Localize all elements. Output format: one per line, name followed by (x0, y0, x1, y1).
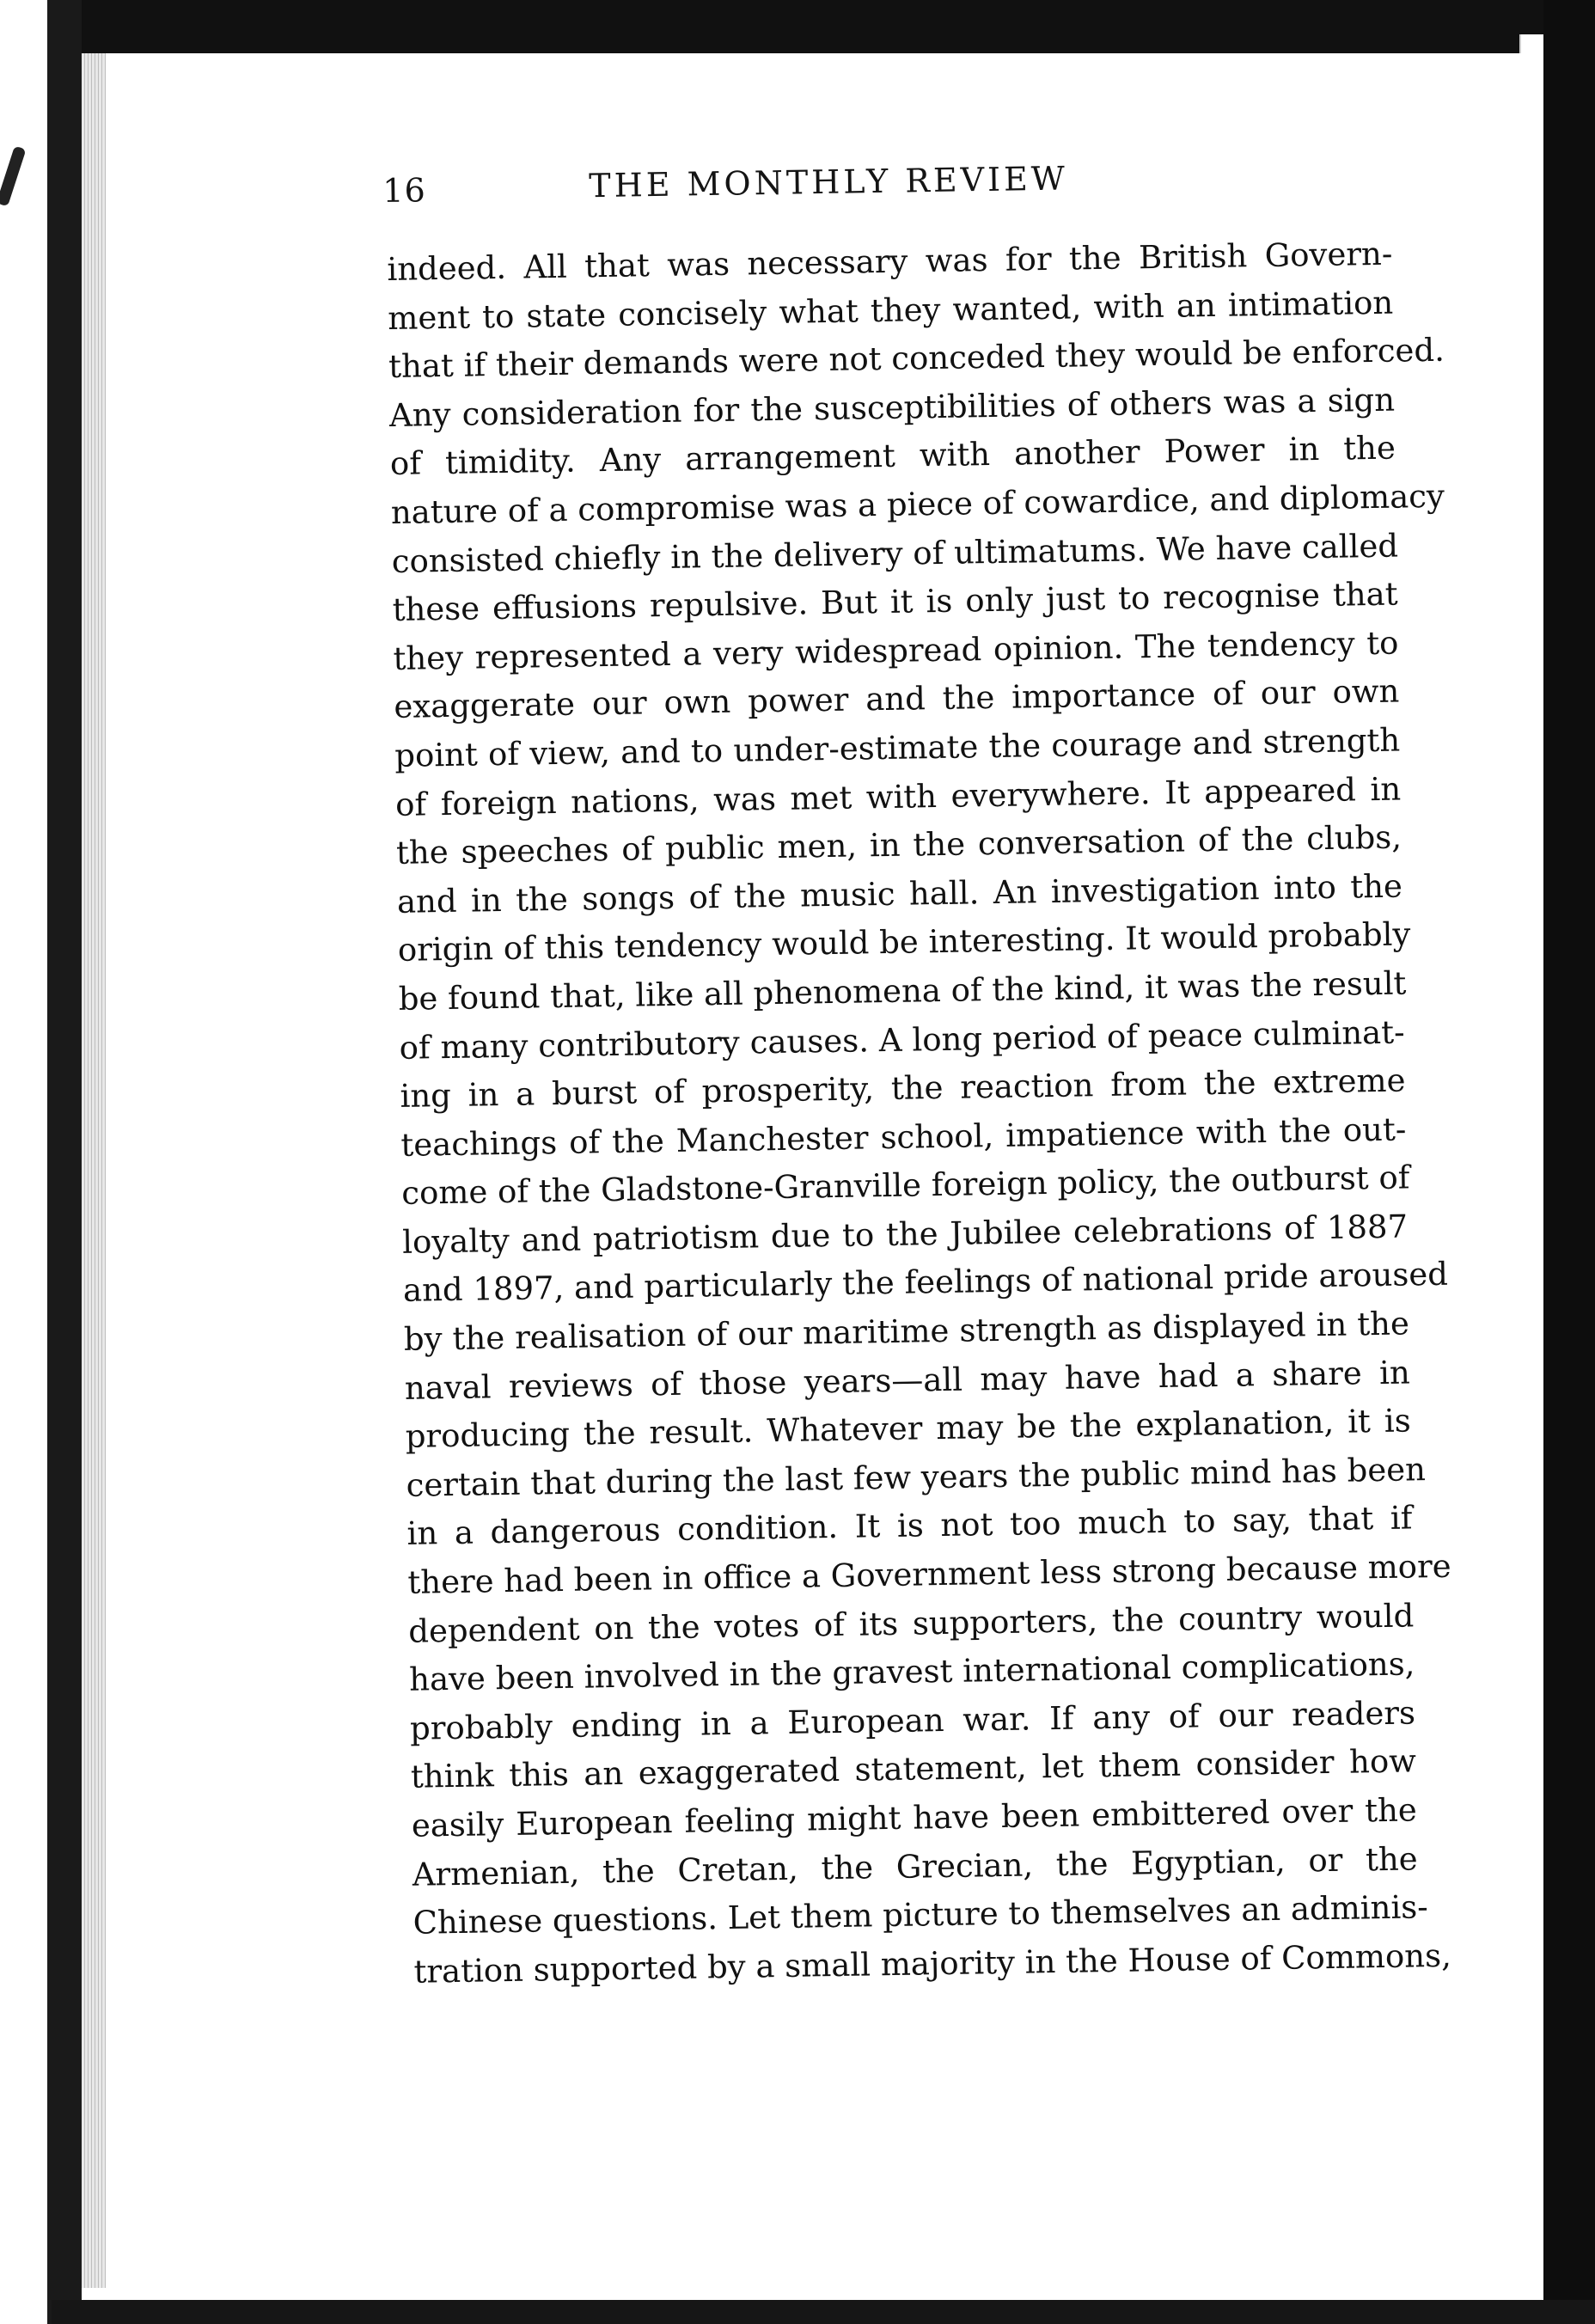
running-title: THE MONTHLY REVIEW (588, 159, 1069, 205)
text-line: be found that, like all phenomena of the kind, it was the result (398, 964, 1407, 1018)
text-line: Armenian, the Cretan, the Grecian, the Egyptian, or the (412, 1839, 1418, 1893)
text-line: point of view, and to under-estimate the courage and strength (394, 721, 1401, 774)
text-line: exaggerate our own power and the importance of our own (394, 672, 1400, 726)
text-line: ing in a burst of prosperity, the reaction from the extreme (400, 1061, 1406, 1115)
body-text (387, 229, 1452, 1997)
text-line: and 1897, and particularly the feelings of national pride aroused (402, 1256, 1449, 1310)
text-line: tration supported by a small majority in the House of Commons, (413, 1936, 1452, 1991)
text-line: ment to state concisely what they wanted, with an intimation (387, 284, 1394, 337)
text-line: Chinese questions. Let them picture to themselves an adminis- (412, 1888, 1429, 1942)
text-line: that if their demands were not conceded they would be enforced. (388, 331, 1445, 386)
scanner-edge-left (47, 0, 82, 2324)
margin-mark (0, 146, 26, 207)
text-line: probably ending in a European war. If any of our readers (409, 1694, 1416, 1747)
text-line: dependent on the votes of its supporters, the country would (407, 1597, 1415, 1650)
page-number: 16 (382, 171, 427, 210)
text-line: think this an exaggerated statement, let them consider how (410, 1742, 1417, 1796)
text-line: origin of this tendency would be interesting. It would probably (397, 915, 1411, 969)
text-line: these effusions repulsive. But it is only just to recognise that (392, 575, 1398, 629)
text-line: by the realisation of our maritime strength as displayed in the (403, 1305, 1410, 1358)
text-line: of many contributory causes. A long period of peace culminat- (399, 1013, 1405, 1067)
page-stack-edges (82, 53, 106, 2288)
text-line: and in the songs of the music hall. An investigation into the (396, 867, 1403, 920)
text-line: teachings of the Manchester school, impatience with the out- (400, 1110, 1407, 1164)
text-line: come of the Gladstone-Granville foreign policy, the outburst of (400, 1159, 1410, 1213)
text-line: naval reviews of those years—all may have had a share in (404, 1354, 1411, 1407)
text-line: certain that during the last few years the public mind has been (406, 1451, 1427, 1504)
facing-page-edge (1519, 34, 1543, 2295)
text-line: in a dangerous condition. It is not too much to say, that if (406, 1499, 1413, 1553)
text-line: of foreign nations, was met with everywhere. It appeared in (394, 770, 1402, 823)
text-line: producing the result. Whatever may be the explanation, it is (405, 1402, 1411, 1456)
text-line: have been involved in the gravest international complications, (408, 1645, 1415, 1699)
text-line: Any consideration for the susceptibilities of others was a sign (388, 381, 1396, 434)
text-line: indeed. All that was necessary was for the British Govern- (387, 235, 1393, 288)
scanner-edge-bottom (52, 2300, 1595, 2324)
text-line: loyalty and patriotism due to the Jubilee celebrations of 1887 (401, 1208, 1409, 1261)
text-line: nature of a compromise was a piece of cowardice, and diplomacy (390, 477, 1445, 531)
scanner-edge-right (1543, 0, 1595, 2324)
text-line: there had been in office a Government less strong because more (407, 1547, 1451, 1601)
text-line: of timidity. Any arrangement with another Power in the (389, 429, 1396, 483)
text-line: consisted chiefly in the delivery of ultimatums. We have called (391, 527, 1399, 580)
text-line: easily European feeling might have been embittered over the (411, 1791, 1418, 1844)
text-line: they represented a very widespread opinion. The tendency to (393, 624, 1399, 677)
text-line: the speeches of public men, in the conversation of the clubs, (395, 818, 1402, 872)
scanner-edge-top (52, 0, 1581, 53)
